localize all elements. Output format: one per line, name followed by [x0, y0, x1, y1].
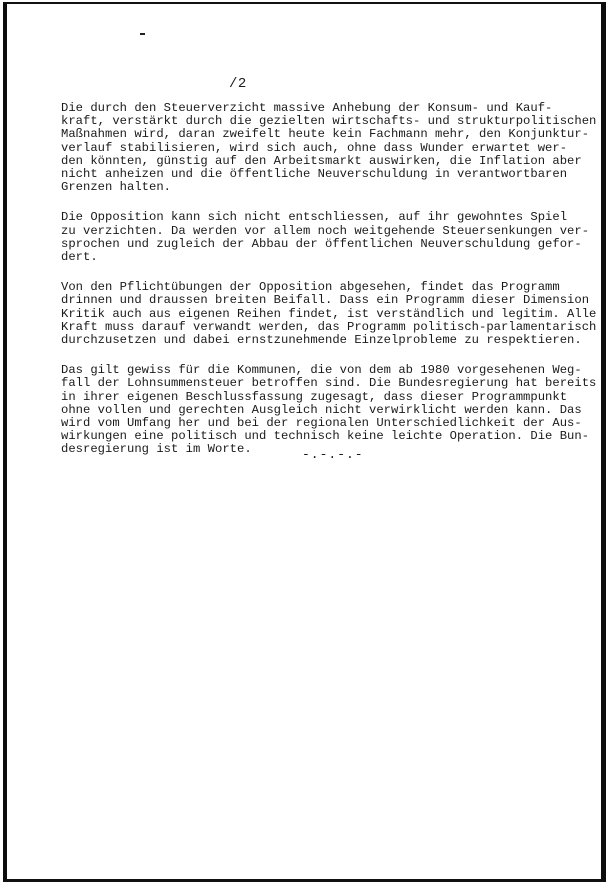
paragraph: [61, 102, 601, 194]
text-line: durchzusetzen und dabei ernstzunehmende Einzelprobleme zu respektieren.: [61, 333, 582, 348]
paragraph: [61, 281, 601, 347]
text-line: Kraft muss darauf verwandt werden, das Programm politisch-parlamentarisch: [61, 319, 597, 334]
text-line: wirkungen eine politisch und technisch keine leichte Operation. Die Bun-: [61, 429, 590, 444]
text-line: Das gilt gewiss für die Kommunen, die von dem ab 1980 vorgesehenen Weg-: [61, 363, 582, 378]
text-line: dert.: [61, 250, 98, 265]
end-separator: -.-.-.-: [302, 447, 364, 462]
text-line: nicht anheizen und die öffentliche Neuverschuldung in verantwortbaren: [61, 167, 568, 182]
text-line: Grenzen halten.: [61, 180, 172, 195]
text-line: fall der Lohnsummensteuer betroffen sind. Die Bundesregierung hat bereits: [61, 376, 597, 391]
text-line: den könnten, günstig auf den Arbeitsmarkt auswirken, die Inflation aber: [61, 153, 582, 168]
document-body: [61, 102, 601, 474]
text-line: in ihrer eigenen Beschlussfassung zugesagt, dass dieser Programmpunkt: [61, 389, 568, 404]
text-line: Von den Pflichtübungen der Opposition abgesehen, findet das Programm: [61, 280, 560, 295]
text-line: zu verzichten. Da werden vor allem noch weitgehende Steuersenkungen ver-: [61, 223, 590, 238]
text-line: ohne vollen und gerechten Ausgleich nicht verwirklicht werden kann. Das: [61, 402, 582, 417]
paragraph: [61, 364, 601, 456]
text-line: verlauf stabilisieren, wird sich auch, ohne dass Wunder erwartet wer-: [61, 140, 568, 155]
paragraph: [61, 211, 601, 264]
text-line: wird vom Umfang her und bei der regionalen Unterschiedlichkeit der Aus-: [61, 416, 582, 431]
text-line: kraft, verstärkt durch die gezielten wirtschafts- und strukturpolitischen: [61, 114, 597, 129]
text-line: Die durch den Steuerverzicht massive Anhebung der Konsum- und Kauf-: [61, 101, 553, 115]
text-line: sprochen und zugleich der Abbau der öffentlichen Neuverschuldung gefor-: [61, 236, 582, 251]
text-line: Maßnahmen wird, daran zweifelt heute kein Fachmann mehr, den Konjunktur-: [61, 127, 590, 142]
text-line: Kritik auch aus eigenen Reihen findet, ist verständlich und legitim. Alle: [61, 306, 597, 321]
text-line: desregierung ist im Worte.: [61, 442, 252, 457]
text-line: drinnen und draussen breiten Beifall. Dass ein Programm dieser Dimension: [61, 293, 590, 308]
scan-speck: [140, 33, 145, 35]
page-number: /2: [229, 76, 247, 92]
text-line: Die Opposition kann sich nicht entschliessen, auf ihr gewohntes Spiel: [61, 210, 568, 225]
